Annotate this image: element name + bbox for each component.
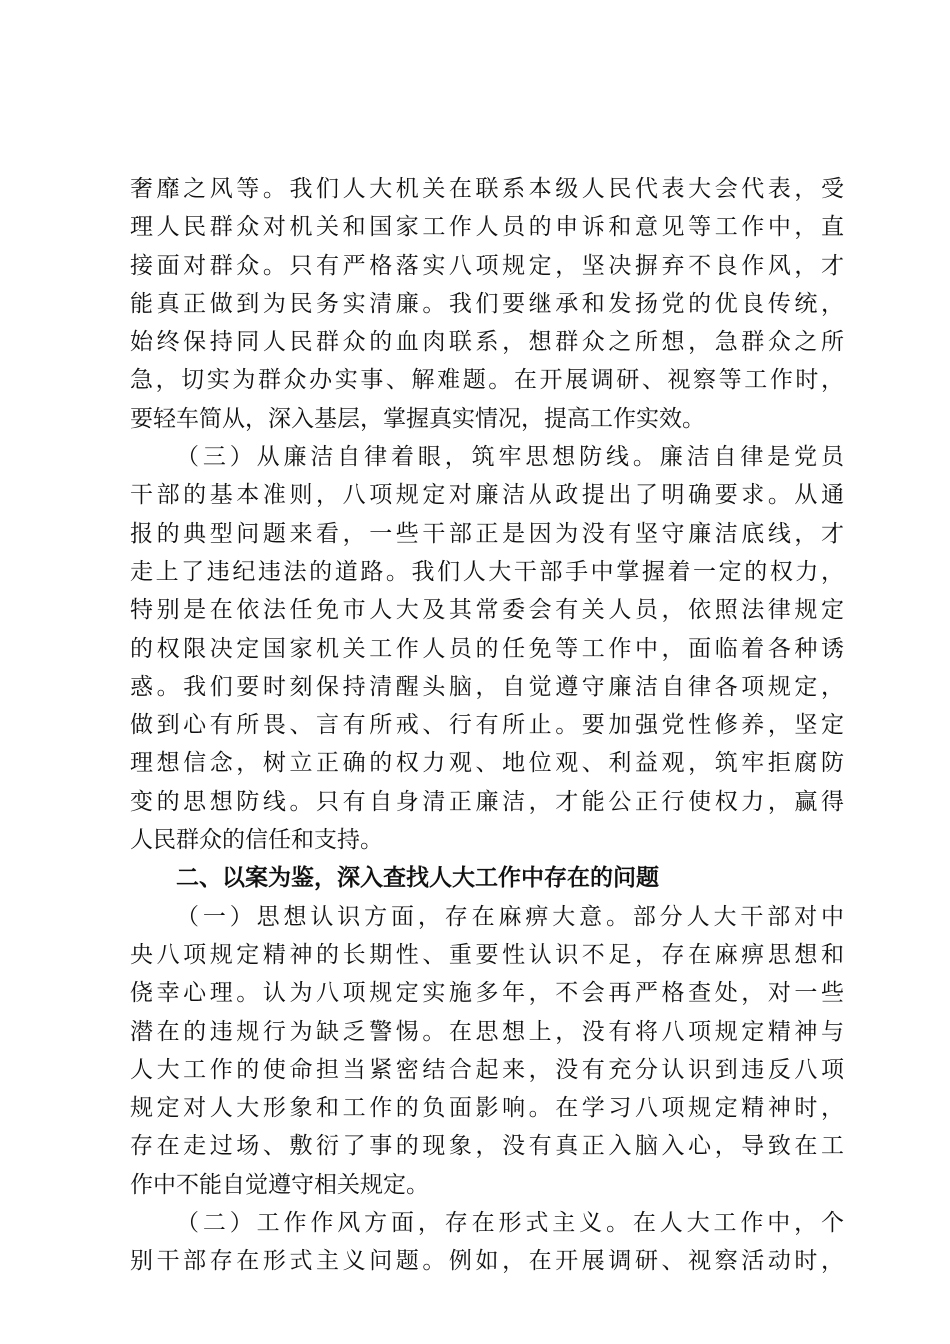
text-line: 干部的基本准则，八项规定对廉洁从政提出了明确要求。从通: [130, 482, 844, 509]
sub-two-paragraph: [130, 1204, 844, 1281]
sub-one-first-line-text: 部分人大干部对中: [632, 903, 844, 930]
document-body: [130, 170, 844, 1281]
text-line: 要轻车简从，深入基层，掌握真实情况，提高工作实效。: [130, 405, 705, 432]
section-three-first-line: [130, 438, 844, 476]
text-line: 作中不能自觉遵守相关规定。: [130, 1171, 429, 1198]
text-line: 央八项规定精神的长期性、重要性认识不足，存在麻痹思想和: [130, 941, 844, 968]
paragraph-continued: [130, 170, 844, 438]
text-line: 始终保持同人民群众的血肉联系，想群众之所想，急群众之所: [130, 329, 844, 356]
text-line: 能真正做到为民务实清廉。我们要继承和发扬党的优良传统，: [130, 290, 844, 317]
text-line: 别干部存在形式主义问题。例如，在开展调研、视察活动时，: [130, 1248, 844, 1275]
text-line: 奢靡之风等。我们人大机关在联系本级人民代表大会代表，受: [130, 176, 844, 202]
text-line: 存在走过场、敷衍了事的现象，没有真正入脑入心，导致在工: [130, 1133, 844, 1160]
section-three-heading: （三）从廉洁自律着眼，筑牢思想防线。: [176, 444, 660, 471]
text-line: 的权限决定国家机关工作人员的任免等工作中，面临着各种诱: [130, 635, 844, 662]
text-line: 报的典型问题来看，一些干部正是因为没有坚守廉洁底线，才: [130, 520, 844, 547]
sub-two-heading: （二）工作作风方面，存在形式主义。: [176, 1210, 633, 1237]
sub-one-first-line: [130, 898, 844, 936]
text-line: 人民群众的信任和支持。: [130, 827, 383, 854]
part-two-heading: 二、以案为鉴，深入查找人大工作中存在的问题: [176, 865, 659, 892]
section-three-first-line-text: 廉洁自律是党员: [659, 444, 844, 471]
section-three-paragraph: [130, 438, 844, 859]
sub-one-heading: （一）思想认识方面，存在麻痹大意。: [176, 903, 633, 930]
text-line: 规定对人大形象和工作的负面影响。在学习八项规定精神时，: [130, 1095, 844, 1122]
sub-two-first-line-text: 在人大工作中，个: [632, 1210, 844, 1237]
text-line: 潜在的违规行为缺乏警惕。在思想上，没有将八项规定精神与: [130, 1018, 844, 1045]
text-line: 接面对群众。只有严格落实八项规定，坚决摒弃不良作风，才: [130, 252, 844, 279]
text-line: 人大工作的使命担当紧密结合起来，没有充分认识到违反八项: [130, 1056, 844, 1083]
text-line: 侥幸心理。认为八项规定实施多年，不会再严格查处，对一些: [130, 980, 844, 1007]
sub-one-paragraph: [130, 898, 844, 1204]
text-line: 理人民群众对机关和国家工作人员的申诉和意见等工作中，直: [130, 214, 844, 241]
text-line: 惑。我们要时刻保持清醒头脑，自觉遵守廉洁自律各项规定，: [130, 673, 844, 700]
text-line: 变的思想防线。只有自身清正廉洁，才能公正行使权力，赢得: [130, 788, 844, 815]
text-line: 做到心有所畏、言有所戒、行有所止。要加强党性修养，坚定: [130, 712, 844, 739]
sub-two-first-line: [130, 1204, 844, 1242]
text-line: 理想信念，树立正确的权力观、地位观、利益观，筑牢拒腐防: [130, 750, 844, 777]
text-line: 走上了违纪违法的道路。我们人大干部手中掌握着一定的权力，: [130, 558, 844, 585]
text-line: 特别是在依法任免市人大及其常委会有关人员，依照法律规定: [130, 597, 844, 624]
text-line: 急，切实为群众办实事、解难题。在开展调研、视察等工作时，: [130, 367, 844, 394]
